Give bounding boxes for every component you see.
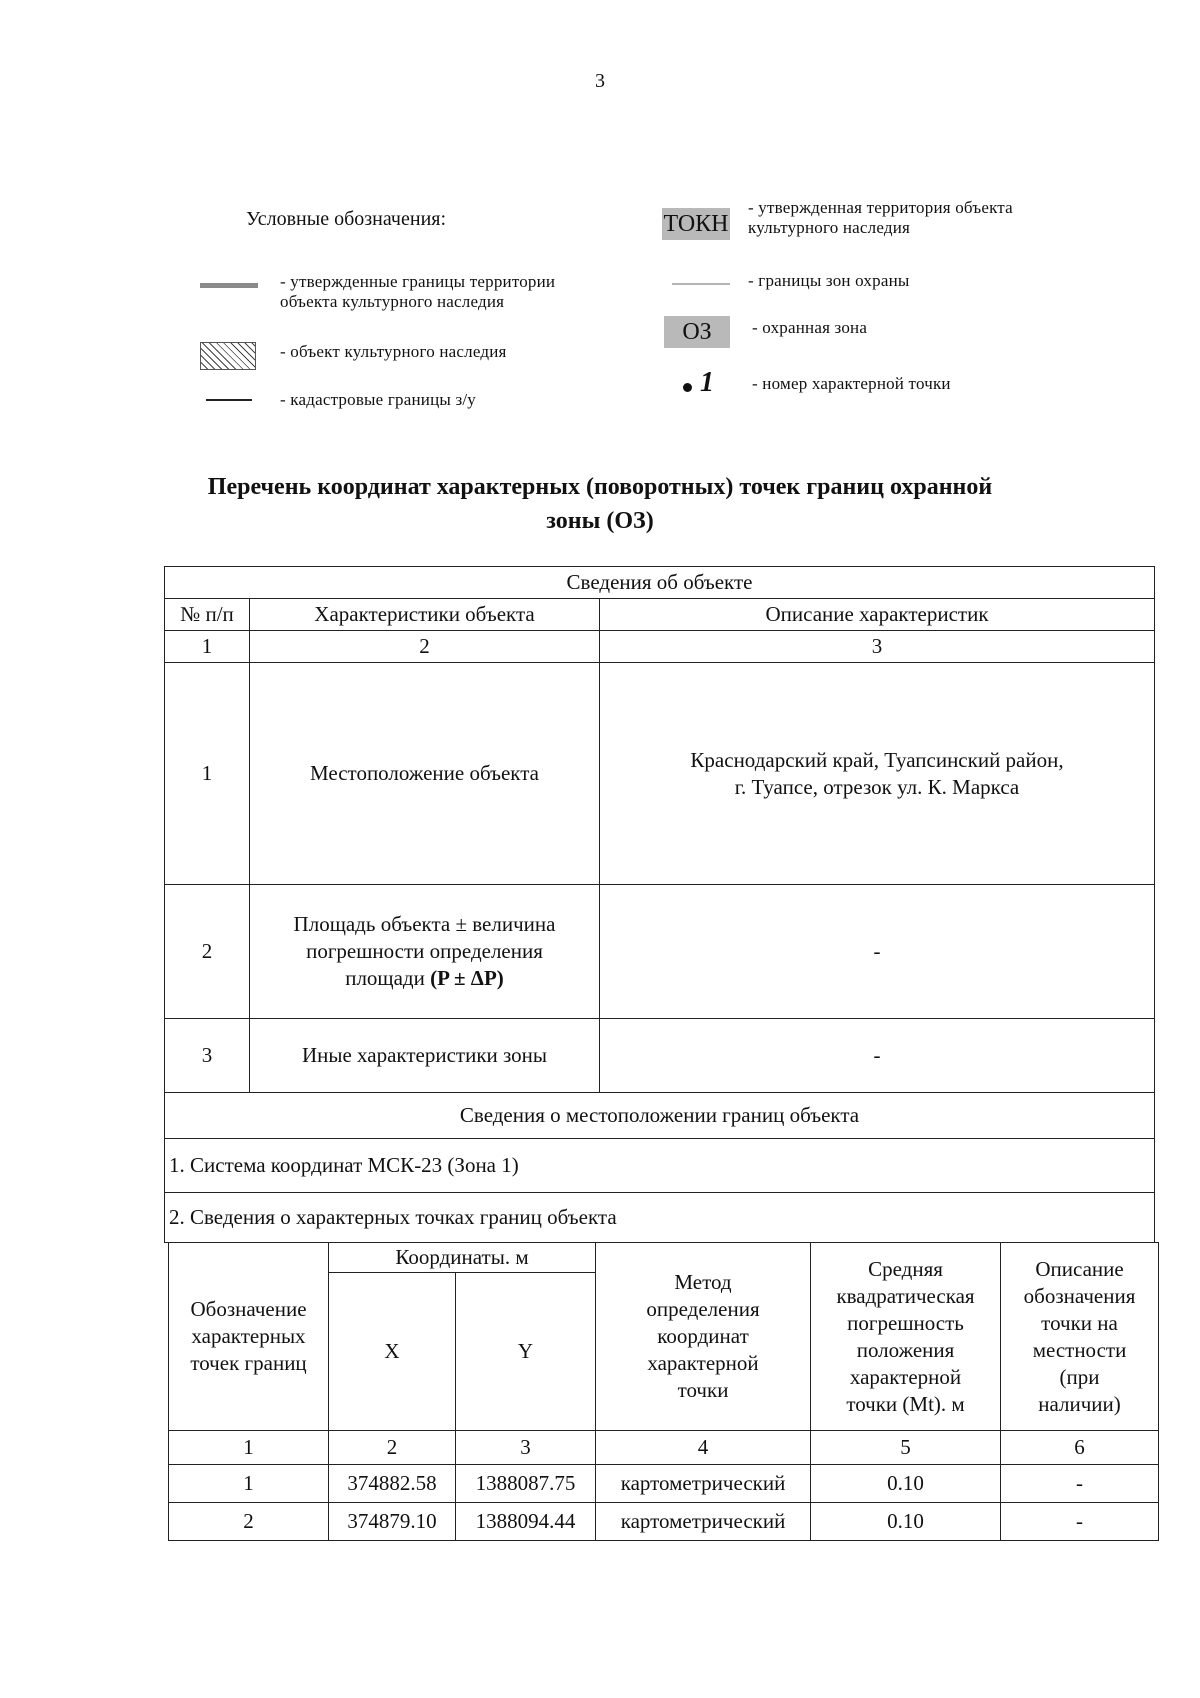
point-x: 374882.58 [329,1465,456,1503]
header-line: Средняя [868,1256,943,1281]
row-name: Местоположение объекта [250,663,600,885]
table-row [169,1465,1159,1503]
row-name: Иные характеристики зоны [250,1019,600,1093]
points-header: 2. Сведения о характерных точках границ объекта [165,1193,1155,1243]
column-number: 1 [165,631,250,663]
point-id: 1 [169,1465,329,1503]
point-y: 1388087.75 [456,1465,596,1503]
col-description-header [1001,1243,1159,1431]
header-line: положения [856,1337,955,1362]
header-line: погрешность [847,1310,964,1335]
header-line: характерной [849,1364,962,1389]
document-title [150,470,1050,538]
header-line: точки (Mt). м [846,1391,965,1416]
column-number: 2 [329,1431,456,1465]
header-line: точек границ [190,1351,307,1375]
point-number-swatch: 1 [700,367,714,398]
legend-text: - номер характерной точки [752,374,951,393]
point-y: 1388094.44 [456,1503,596,1541]
col-error-header [811,1243,1001,1431]
point-desc: - [1001,1503,1159,1541]
row-number: 1 [165,663,250,885]
header-line: (при [1059,1364,1100,1389]
hatched-box-icon [200,342,256,370]
header-line: характерной [647,1351,759,1375]
col-x-header: X [329,1273,456,1431]
thin-dark-line-icon [206,399,252,401]
value-line: Краснодарский край, Туапсинский район, [690,747,1064,772]
header-line: Описание [1035,1256,1124,1281]
header-line: точки на [1041,1310,1118,1335]
column-number: 3 [456,1431,596,1465]
legend-text: - утвержденная территория объекта [748,198,1013,217]
col-coords-header: Координаты. м [329,1243,596,1273]
header-line: определения [646,1297,760,1321]
legend-text: - кадастровые границы з/у [280,390,477,409]
point-mt: 0.10 [811,1503,1001,1541]
row-value [600,663,1155,885]
header-line: обозначения [1023,1283,1136,1308]
header-line: наличии) [1038,1391,1121,1416]
row-value: - [600,1019,1155,1093]
legend-text: объекта культурного наследия [280,292,505,311]
points-table [168,1242,1159,1541]
row-name [250,885,600,1019]
point-id: 2 [169,1503,329,1541]
header-line: Обозначение [190,1297,307,1321]
header-line: местности [1032,1337,1127,1362]
header-line: координат [657,1324,749,1348]
column-number: 6 [1001,1431,1159,1465]
name-line [254,965,595,992]
row-number: 3 [165,1019,250,1093]
point-x: 374879.10 [329,1503,456,1541]
column-number: 5 [811,1431,1001,1465]
value-line: г. Туапсе, отрезок ул. К. Маркса [734,774,1020,799]
title-line: Перечень координат характерных (поворотных) точек границ охранной [207,474,993,500]
name-formula: (P ± ΔP) [430,966,504,990]
row-value: - [600,885,1155,1019]
column-number: 3 [600,631,1155,663]
column-number: 2 [250,631,600,663]
light-gray-line-icon [672,283,730,285]
name-text: площади [345,966,431,990]
object-info-table [164,566,1155,1243]
table-header: Сведения об объекте [165,567,1155,599]
legend-title: Условные обозначения: [246,208,447,230]
col-y-header: Y [456,1273,596,1431]
legend-text: - объект культурного наследия [280,342,507,361]
row-number: 2 [165,885,250,1019]
coord-system: 1. Система координат МСК-23 (Зона 1) [165,1139,1155,1193]
point-method: картометрический [596,1503,811,1541]
point-dot-icon [683,383,692,392]
column-header: Описание характеристик [600,599,1155,631]
legend-text: - охранная зона [752,318,868,337]
table-row [165,885,1155,1019]
section-header: Сведения о местоположении границ объекта [165,1093,1155,1139]
header-line: характерных [191,1324,306,1348]
legend-text: - утвержденные границы территории [280,272,556,291]
table-row [169,1503,1159,1541]
col-method-header [596,1243,811,1431]
col-designation-header [169,1243,329,1431]
header-line: точки [677,1378,729,1402]
column-header: Характеристики объекта [250,599,600,631]
point-desc: - [1001,1465,1159,1503]
oz-swatch: ОЗ [664,316,730,348]
point-method: картометрический [596,1465,811,1503]
point-mt: 0.10 [811,1465,1001,1503]
legend-text: культурного наследия [748,218,911,237]
name-line: Площадь объекта ± величина [293,912,556,936]
table-row [165,663,1155,885]
title-line: зоны (ОЗ) [546,508,654,534]
column-header: № п/п [165,599,250,631]
header-line: квадратическая [836,1283,975,1308]
page-number: 3 [595,70,605,92]
tokn-swatch: ТОКН [662,208,730,240]
table-row [165,1019,1155,1093]
header-line: Метод [674,1270,732,1294]
gray-thick-line-icon [200,283,258,288]
column-number: 1 [169,1431,329,1465]
legend-text: - границы зон охраны [748,271,910,290]
name-line: погрешности определения [306,939,543,963]
column-number: 4 [596,1431,811,1465]
